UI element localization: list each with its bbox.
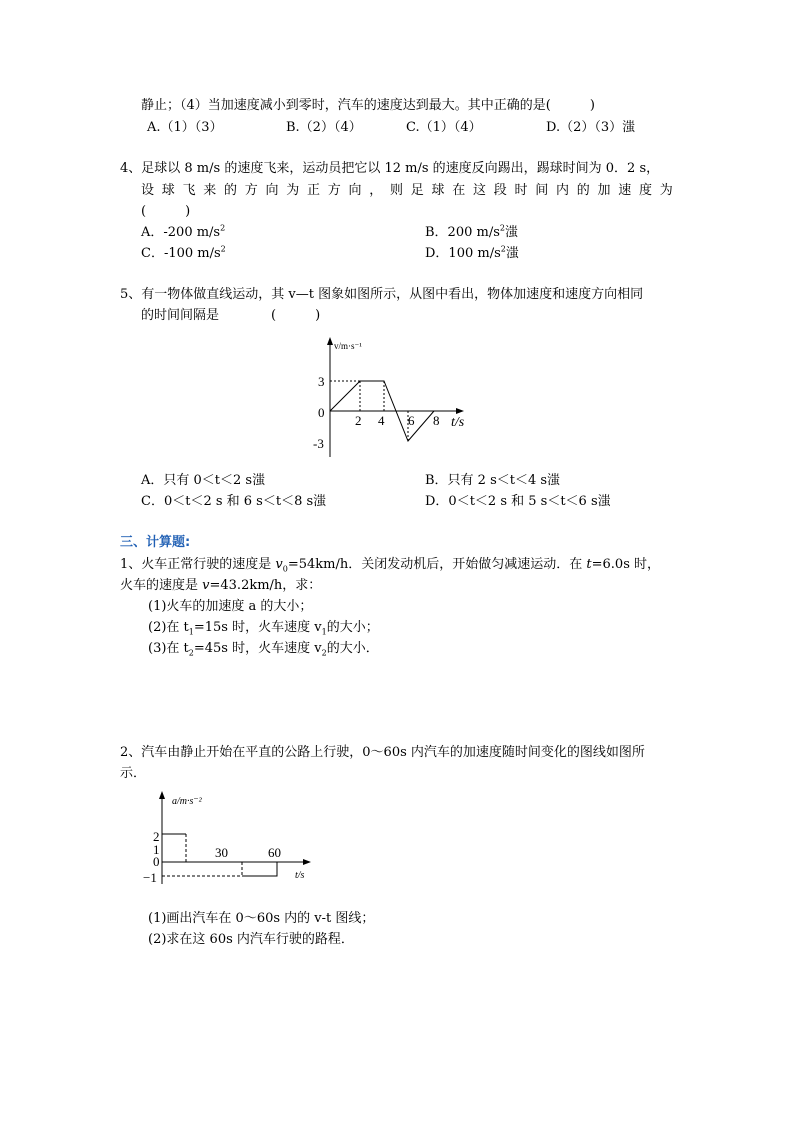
c1-sub-question-3: (3)在 $t_2=45s$ 时，火车速度 $v_2$的大小． [148, 641, 379, 658]
q4-option-b: B．200 $m/s^2$滍 [425, 223, 518, 240]
q4-line2-char: 正 [307, 183, 321, 198]
q4-line2-char: 球 [431, 183, 445, 198]
q4-line2-char: 方 [327, 183, 341, 198]
q5-option-c: C．0＜t＜2 s 和 6 s＜t＜8 s滍 [141, 494, 327, 509]
at-segment-negative [242, 862, 277, 876]
q4-line2-char: 这 [473, 183, 487, 198]
q4-line2-char: 为 [659, 183, 673, 198]
q4-text-line3: ( ) [141, 204, 191, 219]
q4-option-d: D．100 $m/s^2$滍 [425, 244, 519, 261]
q4-option-a: A．-200 $m/s^2$ [141, 223, 226, 240]
q4-option-c: C．-100 $m/s^2$ [141, 244, 226, 261]
at-x-label: t/s [295, 870, 305, 881]
at-y-label: a/m·s⁻² [172, 796, 202, 807]
q4-line2-char: 的 [224, 183, 238, 198]
vt-x-arrow [456, 408, 464, 414]
at-y-tick-1: 1 [153, 842, 160, 857]
at-graph [140, 788, 320, 888]
c2-sub-question-1: (1)画出汽车在 0～60s 内的 v-t 图线； [148, 911, 375, 926]
c1-text-line1: 1、火车正常行驶的速度是 $v_0=54km/h$．关闭发动机后，开始做匀减速运动．在 t=6.0s 时， [120, 557, 660, 574]
q4-line2-char: ， [369, 183, 383, 198]
q4-line2-char: 球 [161, 183, 175, 198]
q4-line2-char: 速 [618, 183, 632, 198]
c1-sub-question-1: (1)火车的加速度 a 的大小； [148, 599, 313, 614]
q4-line2-char: 则 [390, 183, 404, 198]
vt-y-tick-0: 0 [318, 405, 325, 420]
q3-option-d: D.（2）（3）滍 [546, 120, 636, 135]
q5-text-line2: 的时间间隔是 ( ) [141, 308, 321, 323]
vt-y-arrow [327, 337, 333, 345]
c1-text-line2: 火车的速度是 v=43.2km/h，求： [120, 578, 322, 593]
q4-line2-char: 时 [514, 183, 528, 198]
at-x-tick-60: 60 [268, 845, 281, 860]
at-y-tick-2: 2 [153, 829, 160, 844]
vt-x-label: t/s [451, 415, 465, 430]
c2-text-line1: 2、汽车由静止开始在平直的公路上行驶，0～60s 内汽车的加速度随时间变化的图线如图所 [120, 745, 645, 760]
q3-text-end: 静止；（4）当加速度减小到零时，汽车的速度达到最大。其中正确的是( ) [141, 98, 595, 113]
q4-line2-char: 来 [203, 183, 217, 198]
q3-option-b: B.（2）（4） [286, 120, 362, 135]
q4-line2-char: 段 [493, 183, 507, 198]
q4-line2-char: 为 [286, 183, 300, 198]
q4-line2-char: 方 [244, 183, 258, 198]
q5-option-d: D．0＜t＜2 s 和 5 s＜t＜6 s滍 [425, 494, 611, 509]
c2-text-line2: 示． [120, 766, 147, 781]
vt-x-tick-2: 2 [355, 413, 362, 428]
vt-y-label: v/m·s⁻¹ [334, 341, 362, 351]
q4-line2-char: 内 [556, 183, 570, 198]
q4-line2-char: 度 [639, 183, 653, 198]
at-y-tick-0: 0 [153, 854, 160, 869]
c1-sub-question-2: (2)在 $t_1=15s$ 时，火车速度 $v_1$的大小； [148, 620, 379, 637]
section-title-calculation: 三、计算题: [120, 535, 191, 550]
q4-line2-char: 间 [535, 183, 549, 198]
vt-graph [310, 335, 490, 460]
at-x-arrow [303, 859, 311, 865]
q4-line2-char: 的 [576, 183, 590, 198]
vt-y-tick-neg3: -3 [313, 436, 324, 451]
q5-option-a: A．只有 0＜t＜2 s滍 [141, 473, 266, 488]
q4-text-line2 [141, 183, 673, 199]
q3-option-a: A.（1）（3） [147, 120, 223, 135]
q5-option-b: B．只有 2 s＜t＜4 s滍 [425, 473, 561, 488]
at-x-tick-30: 30 [215, 845, 228, 860]
vt-x-tick-8: 8 [433, 413, 440, 428]
q4-text-line1: 4、足球以 8 m/s 的速度飞来，运动员把它以 12 m/s 的速度反向踢出，踢球时间为 0．2 s， [120, 161, 660, 176]
vt-x-tick-6: 6 [408, 413, 415, 428]
q4-line2-char: 加 [597, 183, 611, 198]
c2-sub-question-2: (2)求在这 60s 内汽车行驶的路程． [148, 932, 354, 947]
at-y-arrow [159, 791, 165, 799]
q4-line2-char: 飞 [182, 183, 196, 198]
q4-line2-char: 向 [348, 183, 362, 198]
vt-x-tick-4: 4 [378, 413, 385, 428]
at-y-tick-neg1: −1 [143, 870, 157, 885]
q4-line2-char: 在 [452, 183, 466, 198]
q4-line2-char: 足 [410, 183, 424, 198]
q4-line2-char: 向 [265, 183, 279, 198]
q5-text-line1: 5、有一物体做直线运动，其 v—t 图象如图所示，从图中看出，物体加速度和速度方向相同 [120, 287, 644, 302]
q4-line2-char: 设 [141, 183, 155, 198]
q3-option-c: C.（1）（4） [406, 120, 482, 135]
vt-y-tick-3: 3 [318, 374, 325, 389]
